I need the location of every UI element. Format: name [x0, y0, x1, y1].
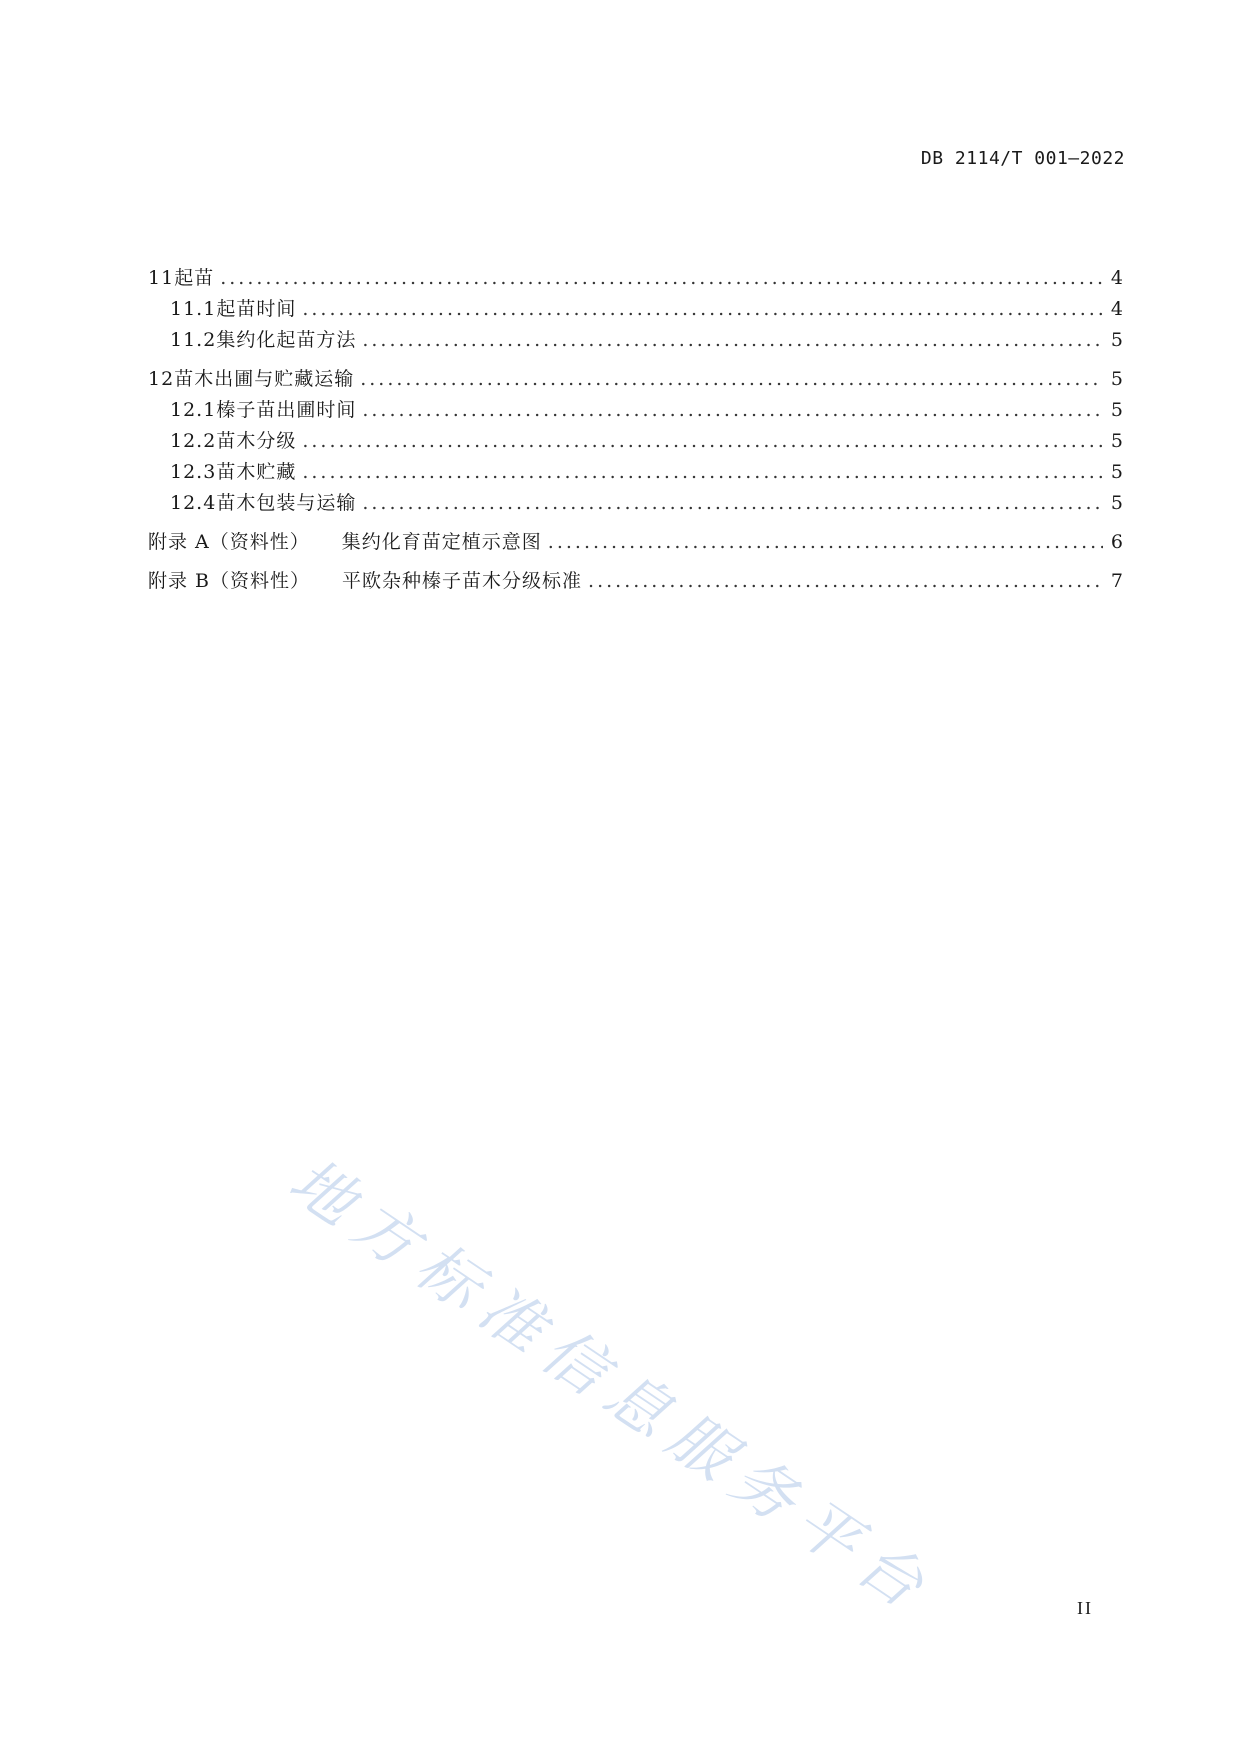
toc-entry[interactable]	[148, 395, 1123, 426]
toc-entry-title: 榛子苗出圃时间	[216, 399, 357, 421]
toc-leader-dots	[362, 325, 1103, 356]
toc-appendix-label: 附录 B（资料性）	[148, 570, 311, 592]
standard-code: DB 2114/T 001—2022	[920, 148, 1125, 169]
toc-appendix-entry[interactable]	[148, 566, 1123, 597]
toc-entry[interactable]	[148, 325, 1123, 356]
toc-leader-dots	[362, 395, 1103, 426]
toc-entry-title: 苗木分级	[216, 430, 297, 452]
toc-entry-number: 11.2	[170, 329, 217, 351]
toc-entry-title: 集约化起苗方法	[216, 329, 357, 351]
toc-entry-page: 5	[1110, 430, 1123, 452]
toc-entry-title: 平欧杂种榛子苗木分级标准	[342, 570, 583, 592]
toc-entry[interactable]	[148, 426, 1123, 457]
table-of-contents	[148, 263, 1123, 597]
toc-entry[interactable]	[148, 263, 1123, 294]
toc-entry-number: 12.3	[170, 461, 217, 483]
toc-entry[interactable]	[148, 364, 1123, 395]
toc-entry-title: 起苗	[174, 267, 215, 289]
toc-entry-page: 4	[1110, 298, 1123, 320]
toc-entry-title: 苗木贮藏	[216, 461, 297, 483]
toc-entry[interactable]	[148, 457, 1123, 488]
toc-entry-page: 5	[1110, 329, 1123, 351]
toc-entry-number: 12.2	[170, 430, 217, 452]
toc-leader-dots	[360, 364, 1103, 395]
toc-entry[interactable]	[148, 294, 1123, 325]
toc-entry-page: 6	[1110, 531, 1123, 553]
toc-entry-title: 苗木包装与运输	[216, 492, 357, 514]
toc-entry-page: 5	[1110, 368, 1123, 390]
toc-entry-number: 12.4	[170, 492, 217, 514]
toc-entry-title: 集约化育苗定植示意图	[341, 531, 542, 553]
toc-entry-page: 7	[1110, 570, 1123, 592]
toc-leader-dots	[362, 488, 1103, 519]
toc-appendix-entry[interactable]	[148, 527, 1123, 558]
toc-entry-page: 4	[1110, 267, 1123, 289]
page-number: II	[1077, 1598, 1093, 1618]
toc-entry-number: 11	[148, 267, 175, 289]
toc-appendix-label: 附录 A（资料性）	[148, 531, 310, 553]
toc-leader-dots	[302, 457, 1103, 488]
toc-entry-page: 5	[1110, 399, 1123, 421]
toc-entry-page: 5	[1110, 461, 1123, 483]
toc-entry-title: 苗木出圃与贮藏运输	[174, 368, 355, 390]
toc-leader-dots	[588, 566, 1103, 597]
toc-entry-number: 12	[148, 368, 175, 390]
toc-leader-dots	[302, 426, 1103, 457]
toc-leader-dots	[220, 263, 1103, 294]
toc-entry[interactable]	[148, 488, 1123, 519]
toc-leader-dots	[302, 294, 1103, 325]
watermark: 地方标准信息服务平台	[276, 1143, 948, 1629]
toc-entry-number: 12.1	[170, 399, 217, 421]
toc-entry-page: 5	[1110, 492, 1123, 514]
toc-entry-number: 11.1	[170, 298, 217, 320]
toc-leader-dots	[548, 527, 1103, 558]
toc-entry-title: 起苗时间	[216, 298, 297, 320]
